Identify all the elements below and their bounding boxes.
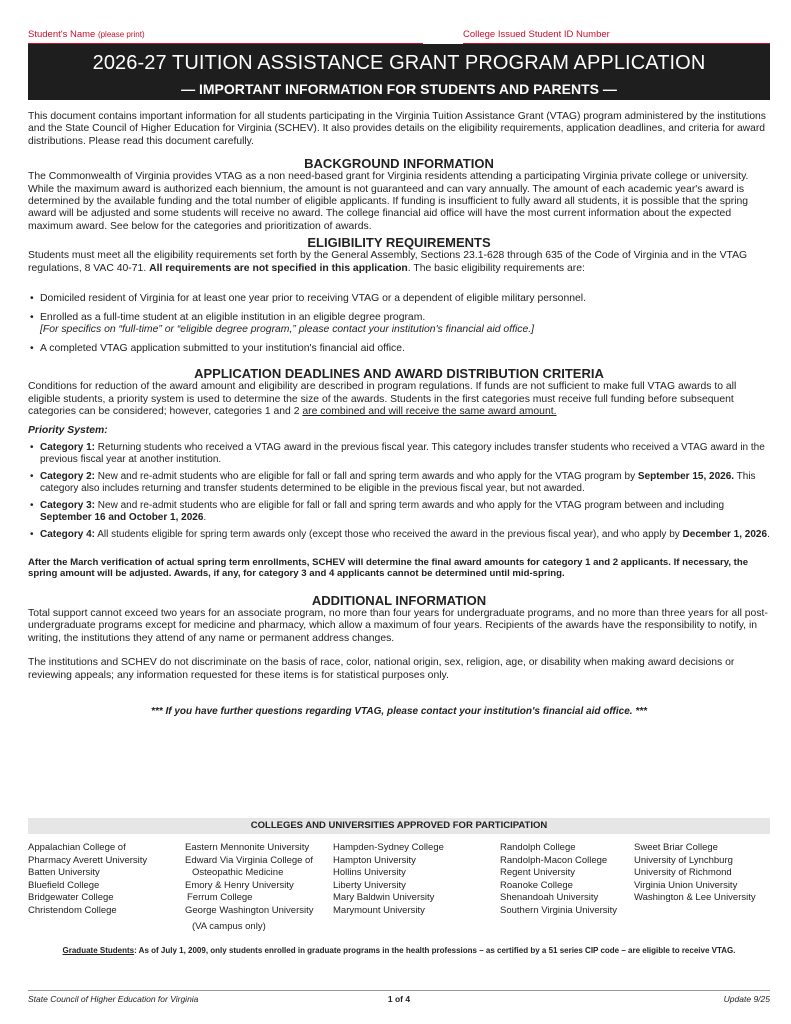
- list-item-text: Enrolled as a full-time student at an eligible institution in an eligible degree program.: [40, 311, 426, 323]
- student-id-field[interactable]: [463, 29, 770, 44]
- list-item: [28, 312, 770, 337]
- footer-organization: State Council of Higher Education for Virginia: [28, 994, 199, 1004]
- college-name: University of Lynchburg: [634, 854, 733, 866]
- verification-note: After the March verification of actual spring term enrollments, SCHEV will determine the final award amounts for category 1 and 2 applicants. If necessary, the spring amount will be adjusted. Awards, if any, for category 3 and 4 applicants cannot be determined until mid-spring.: [28, 556, 749, 580]
- college-name: Southern Virginia University: [500, 904, 618, 916]
- category-item: [28, 442, 770, 465]
- background-heading: BACKGROUND INFORMATION: [304, 156, 494, 172]
- footer-update: Update 9/25: [723, 994, 770, 1004]
- college-name: Pharmacy Averett University: [28, 854, 148, 866]
- page-subtitle: — IMPORTANT INFORMATION FOR STUDENTS AND PARENTS —: [181, 81, 617, 97]
- list-item: • A completed VTAG application submitted to your institution's financial aid office.: [28, 343, 770, 355]
- student-name-field[interactable]: [28, 29, 423, 44]
- eligibility-intro-tail: . The basic eligibility requirements are:: [407, 262, 585, 274]
- category-text: New and re-admit students who are eligible for fall or fall and spring term awards and who apply for the VTAG program by: [95, 471, 638, 483]
- college-name: Bluefield College: [28, 879, 100, 891]
- eligibility-intro: [28, 250, 770, 275]
- category-date: December 1, 2026: [682, 529, 768, 541]
- category-label: Category 3:: [40, 500, 96, 512]
- college-name: Hampton University: [333, 854, 416, 866]
- student-name-text: Student's Name: [28, 29, 96, 40]
- college-name: Emory & Henry University: [185, 879, 294, 891]
- eligibility-list: [28, 293, 770, 355]
- additional-paragraph-2: The institutions and SCHEV do not discriminate on the basis of race, color, national origin, sex, religion, age, or disability when making award decisions or reviewing appeals; any information requested for these items is for statistical purposes only.: [28, 657, 735, 681]
- college-name: (VA campus only): [192, 920, 266, 932]
- category-item: [28, 529, 770, 541]
- category-list: [28, 442, 770, 541]
- category-date: September 15, 2026.: [637, 471, 735, 483]
- deadlines-heading: APPLICATION DEADLINES AND AWARD DISTRIBUTION CRITERIA: [194, 366, 604, 382]
- deadlines-text: Conditions for reduction of the award amount and eligibility are described in program regulations. If funds are not sufficient to make full VTAG awards to all eligible students, a priority system is used to determine the size of the awards. Students in the first categories must receive full funding before subsequent categories can be considered; however, categories 1 and 2: [28, 381, 737, 418]
- eligibility-intro-bold: All requirements are not specified in this application: [149, 262, 408, 274]
- eligibility-intro-text: Students must meet all the eligibility requirements set forth by the General Assembly, Sections 23.1-628 through 635 of the Code of Virginia and in the VTAG regulations, 8 VAC 40-71.: [28, 250, 748, 274]
- college-column-3: [333, 842, 444, 918]
- category-label: Category 2:: [40, 471, 96, 483]
- college-column-1: [28, 842, 147, 918]
- college-name: University of Richmond: [634, 867, 732, 879]
- header-fields: [28, 29, 770, 44]
- category-item: [28, 471, 770, 494]
- page-footer: [28, 990, 770, 1006]
- category-date: September 16 and October 1, 2026: [40, 511, 204, 523]
- college-name: Hampden-Sydney College: [333, 842, 444, 853]
- background-paragraph: The Commonwealth of Virginia provides VTAG as a non need-based grant for Virginia residents attending a participating Virginia private college or university. While the maximum award is authorized each biennium, the amount is not guaranteed and can vary annually. The amount of each academic year's award is determined by the available funding and the total number of eligible applicants. If funding is insufficient to fully award all students, it is possible that the spring award will be adjusted and some students will receive no award. The college financial aid office will have the most current information about the expected maximum award. See below for the categories and prioritization of awards.: [28, 171, 749, 232]
- priority-label: Priority System:: [28, 424, 108, 436]
- graduate-students-text: : As of July 1, 2009, only students enrolled in graduate programs in the health professions – as certified by a 51 series CIP code – are eligible to receive VTAG.: [134, 946, 736, 955]
- student-name-label: [28, 29, 148, 40]
- college-name: Bridgewater College: [28, 892, 114, 904]
- college-name: Roanoke College: [500, 879, 573, 891]
- document-body: [28, 111, 770, 718]
- additional-heading: ADDITIONAL INFORMATION: [311, 592, 487, 608]
- eligibility-heading: ELIGIBILITY REQUIREMENTS: [307, 235, 491, 251]
- deadlines-underline: are combined and will receive the same award amount.: [302, 406, 557, 418]
- college-name: Ferrum College: [187, 892, 253, 904]
- college-name: Mary Baldwin University: [333, 892, 435, 904]
- college-name: Marymount University: [333, 904, 425, 916]
- college-name: Regent University: [500, 867, 575, 879]
- intro-paragraph: This document contains important information for all students participating in the Virginia Tuition Assistance Grant (VTAG) program administered by the institutions and the State Council of Higher Education for Virginia (SCHEV). It also provides details on the eligibility requirements, application deadlines, and criteria for award distributions. Please read this document carefully.: [28, 111, 766, 147]
- college-name: Appalachian College of: [28, 842, 126, 853]
- college-name: Randolph College: [500, 842, 576, 853]
- page-title: 2026-27 TUITION ASSISTANCE GRANT PROGRAM APPLICATION: [92, 52, 706, 74]
- questions-note: *** If you have further questions regarding VTAG, please contact your institution's financial aid office. ***: [151, 706, 647, 718]
- college-column-2: [185, 842, 313, 933]
- college-name: Osteopathic Medicine: [192, 867, 284, 879]
- college-name: Liberty University: [333, 879, 406, 891]
- colleges-heading: COLLEGES AND UNIVERSITIES APPROVED FOR PARTICIPATION: [28, 818, 770, 834]
- college-name: Virginia Union University: [634, 879, 738, 891]
- category-label: Category 1:: [40, 442, 96, 454]
- deadlines-paragraph: [28, 381, 770, 418]
- college-column-4: [500, 842, 617, 918]
- college-name: Batten University: [28, 867, 100, 879]
- category-item: [28, 500, 770, 523]
- category-text-tail: .: [203, 511, 207, 523]
- category-text: All students eligible for spring term awards only (except those who received the award in the previous fiscal year), and who apply by: [95, 529, 683, 541]
- graduate-students-note: [28, 946, 770, 956]
- college-name: Hollins University: [333, 867, 406, 879]
- category-text: Returning students who received a VTAG award in the previous fiscal year. This category includes transfer students who received a VTAG award in the previous fiscal year at another institution.: [40, 442, 765, 465]
- category-text: New and re-admit students who are eligible for fall or fall and spring term awards and who apply for the VTAG program between and including: [95, 500, 725, 512]
- college-name: Randolph-Macon College: [500, 854, 608, 866]
- list-item: • Domiciled resident of Virginia for at least one year prior to receiving VTAG or a dependent of eligible military personnel.: [28, 293, 770, 305]
- college-name: Eastern Mennonite University: [185, 842, 310, 853]
- list-item-note: [For specifics on “full-time” or “eligible degree program,” please contact your institution's financial aid office.]: [40, 324, 535, 336]
- category-text-tail: This category also includes returning and transfer students determined to be eligible in the previous fiscal year, but not awarded.: [40, 471, 756, 494]
- college-name: Christendom College: [28, 904, 117, 916]
- college-name: Washington & Lee University: [634, 892, 756, 904]
- category-text-tail: .: [767, 529, 770, 541]
- college-column-5: [634, 842, 756, 905]
- additional-paragraph-1: Total support cannot exceed two years for an associate program, no more than four years for undergraduate programs, and no more than three years for all post-undergraduate programs except for medicine and pharmacy, which allow a maximum of four years. Recipients of the awards have the responsibility to notify, in writing, the institutions they attend of any name or permanent address changes.: [28, 607, 768, 644]
- college-name: George Washington University: [185, 904, 314, 916]
- student-id-label: College Issued Student ID Number: [463, 29, 613, 40]
- student-name-note: (please print): [97, 30, 145, 39]
- title-banner: [28, 44, 770, 100]
- college-name: Shenandoah University: [500, 892, 599, 904]
- graduate-students-label: Graduate Students: [62, 946, 135, 955]
- page-number: 1 of 4: [387, 994, 411, 1004]
- college-name: Sweet Briar College: [634, 842, 718, 853]
- college-name: Edward Via Virginia College of: [185, 854, 313, 866]
- category-label: Category 4:: [40, 529, 96, 541]
